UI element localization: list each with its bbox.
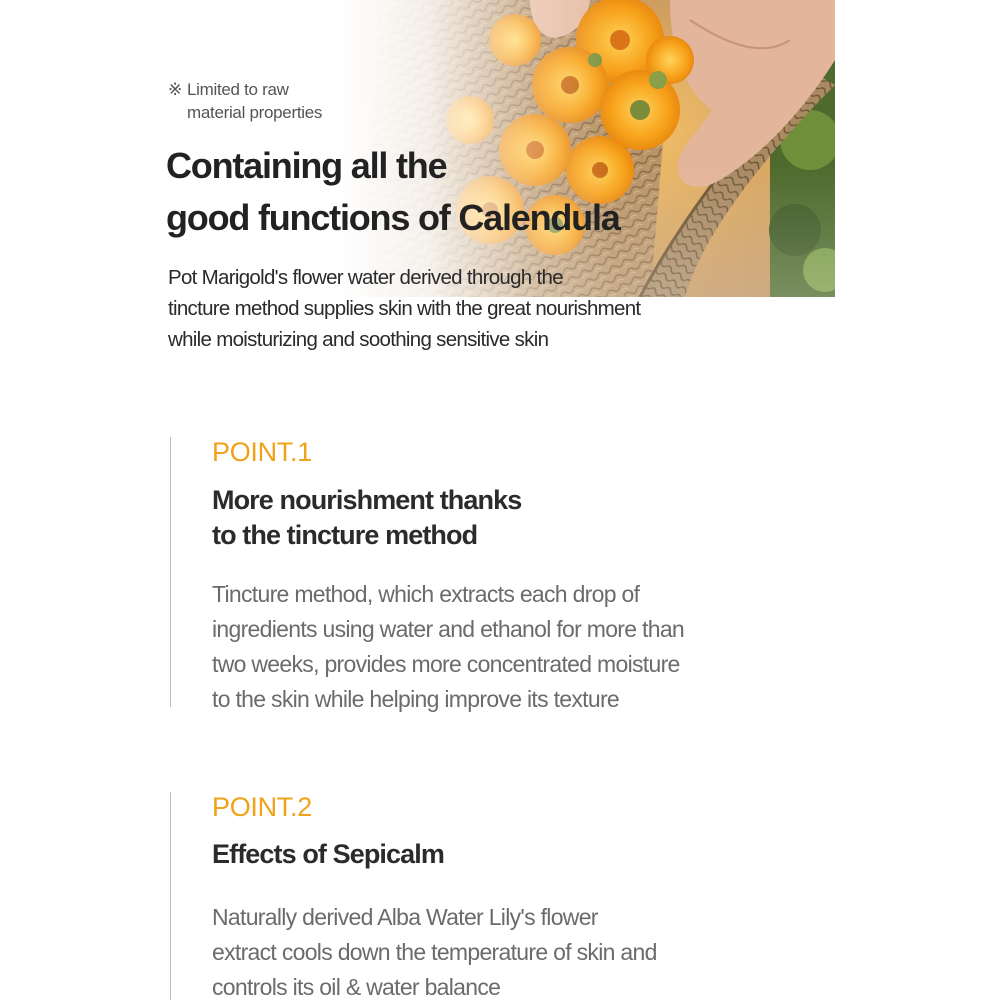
- point-2-description-line-2: extract cools down the temperature of skin and: [212, 939, 657, 965]
- raw-material-note: [168, 78, 322, 124]
- point-1-section: [170, 437, 685, 712]
- note-line-1: Limited to raw: [187, 80, 289, 99]
- point-1-title-line-1: More nourishment thanks: [212, 485, 522, 515]
- point-1-description: [212, 577, 684, 717]
- headline-line-1: Containing all the: [166, 145, 447, 186]
- point-1-description-line-1: Tincture method, which extracts each drop of: [212, 581, 640, 607]
- point-2-title-line-1: Effects of Sepicalm: [212, 839, 444, 869]
- point-2-label: POINT.2: [212, 792, 312, 822]
- point-1-description-line-4: to the skin while helping improve its texture: [212, 686, 619, 712]
- point-1-description-line-3: two weeks, provides more concentrated moisture: [212, 651, 680, 677]
- note-line-2: material properties: [187, 103, 323, 122]
- point-2-title: [212, 837, 657, 872]
- point-1-title-line-2: to the tincture method: [212, 520, 478, 550]
- intro-description-line-1: Pot Marigold's flower water derived through the: [168, 266, 563, 289]
- headline-line-2: good functions of Calendula: [166, 197, 620, 238]
- point-1-title: [212, 483, 684, 553]
- reference-mark: ※: [168, 80, 182, 99]
- intro-description-line-2: tincture method supplies skin with the great nourishment: [168, 297, 641, 320]
- intro-description: [168, 262, 640, 355]
- point-2-description: [212, 900, 657, 1000]
- intro-description-line-3: while moisturizing and soothing sensitive skin: [168, 328, 549, 351]
- point-2-section: [170, 792, 657, 1000]
- point-2-description-line-1: Naturally derived Alba Water Lily's flower: [212, 904, 598, 930]
- point-1-description-line-2: ingredients using water and ethanol for more than: [212, 616, 685, 642]
- main-headline: [166, 140, 620, 244]
- point-1-label: POINT.1: [212, 437, 312, 467]
- point-2-description-line-3: controls its oil & water balance: [212, 974, 501, 1000]
